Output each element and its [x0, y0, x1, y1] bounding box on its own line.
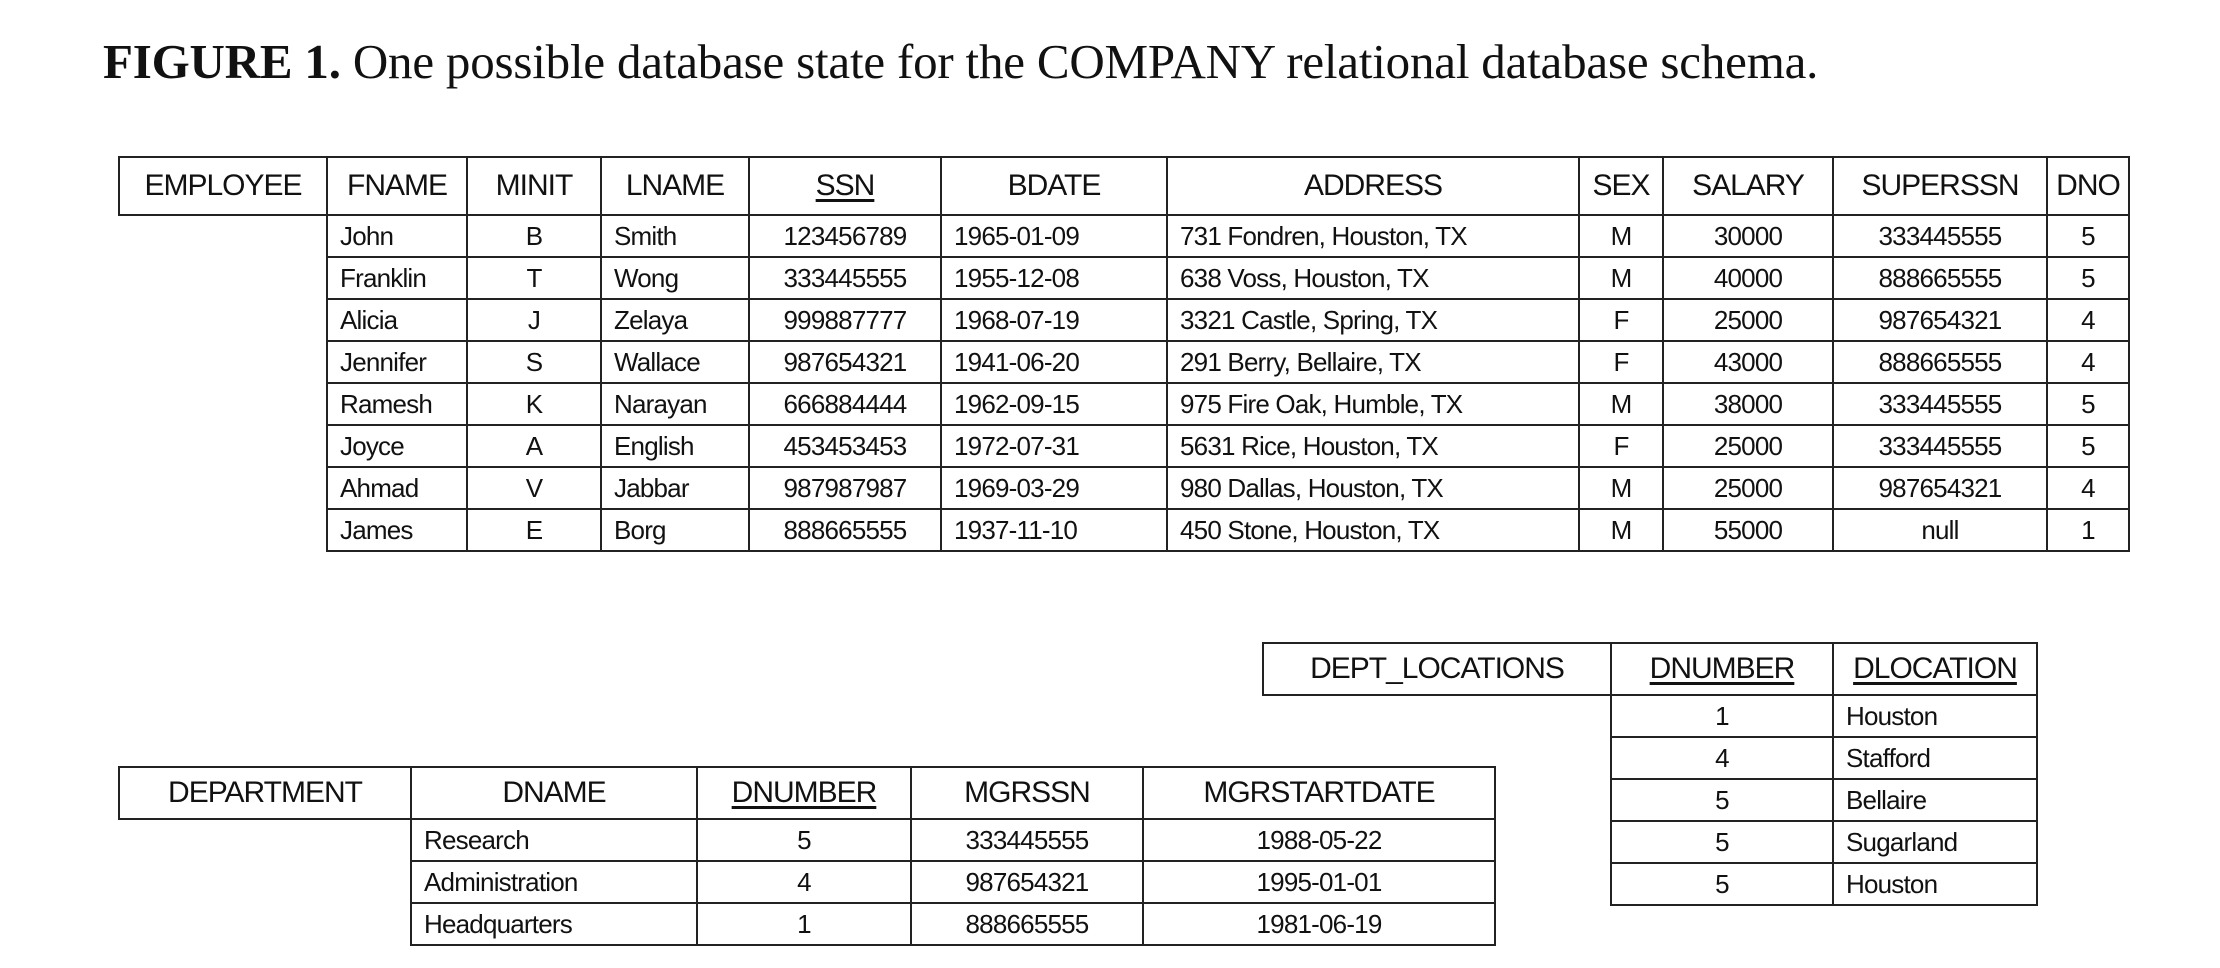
employee-cell-sex: M [1579, 383, 1663, 425]
employee-cell-lname: Smith [601, 215, 749, 257]
employee-cell-salary: 30000 [1663, 215, 1833, 257]
employee-cell-dno: 1 [2047, 509, 2129, 551]
department-cell-mgrssn: 888665555 [911, 903, 1143, 945]
employee-cell-superssn: 987654321 [1833, 467, 2047, 509]
employee-row-spacer [119, 383, 327, 425]
employee-col-fname: FNAME [327, 157, 467, 215]
department-row [119, 819, 1495, 861]
employee-cell-dno: 4 [2047, 299, 2129, 341]
employee-cell-fname: Franklin [327, 257, 467, 299]
employee-col-address: ADDRESS [1167, 157, 1579, 215]
employee-cell-ssn: 987987987 [749, 467, 941, 509]
employee-row-spacer [119, 509, 327, 551]
dept-locations-col-dlocation: DLOCATION [1833, 643, 2037, 695]
employee-cell-sex: M [1579, 215, 1663, 257]
employee-cell-minit: J [467, 299, 601, 341]
dept-locations-relation-name: DEPT_LOCATIONS [1263, 643, 1611, 695]
employee-cell-sex: M [1579, 257, 1663, 299]
employee-cell-salary: 40000 [1663, 257, 1833, 299]
dept-locations-cell-dnumber: 1 [1611, 695, 1833, 737]
department-cell-mgrssn: 333445555 [911, 819, 1143, 861]
department-cell-mgrssn: 987654321 [911, 861, 1143, 903]
employee-cell-ssn: 666884444 [749, 383, 941, 425]
employee-cell-dno: 5 [2047, 383, 2129, 425]
employee-cell-address: 291 Berry, Bellaire, TX [1167, 341, 1579, 383]
department-row [119, 903, 1495, 945]
employee-col-superssn: SUPERSSN [1833, 157, 2047, 215]
employee-row [119, 425, 2129, 467]
employee-cell-bdate: 1937-11-10 [941, 509, 1167, 551]
employee-cell-dno: 5 [2047, 425, 2129, 467]
employee-cell-ssn: 123456789 [749, 215, 941, 257]
employee-cell-salary: 43000 [1663, 341, 1833, 383]
dept-locations-cell-dlocation: Houston [1833, 863, 2037, 905]
employee-row [119, 341, 2129, 383]
employee-cell-sex: F [1579, 425, 1663, 467]
employee-header-row [119, 157, 2129, 215]
employee-row-spacer [119, 299, 327, 341]
employee-cell-sex: M [1579, 467, 1663, 509]
employee-col-minit: MINIT [467, 157, 601, 215]
employee-col-sex: SEX [1579, 157, 1663, 215]
employee-cell-superssn: 987654321 [1833, 299, 2047, 341]
employee-cell-salary: 38000 [1663, 383, 1833, 425]
dept-locations-cell-dnumber: 5 [1611, 779, 1833, 821]
employee-cell-superssn: 333445555 [1833, 425, 2047, 467]
dept-locations-row-spacer [1263, 695, 1611, 737]
employee-cell-minit: V [467, 467, 601, 509]
employee-cell-fname: Alicia [327, 299, 467, 341]
employee-cell-ssn: 987654321 [749, 341, 941, 383]
employee-cell-minit: A [467, 425, 601, 467]
employee-cell-minit: B [467, 215, 601, 257]
employee-col-dno: DNO [2047, 157, 2129, 215]
employee-col-ssn: SSN [749, 157, 941, 215]
employee-cell-lname: Wong [601, 257, 749, 299]
employee-col-salary: SALARY [1663, 157, 1833, 215]
employee-cell-bdate: 1941-06-20 [941, 341, 1167, 383]
employee-cell-minit: K [467, 383, 601, 425]
employee-cell-sex: F [1579, 341, 1663, 383]
employee-row-spacer [119, 215, 327, 257]
employee-cell-lname: Borg [601, 509, 749, 551]
employee-cell-bdate: 1965-01-09 [941, 215, 1167, 257]
department-cell-dname: Research [411, 819, 697, 861]
employee-cell-address: 980 Dallas, Houston, TX [1167, 467, 1579, 509]
employee-cell-dno: 5 [2047, 215, 2129, 257]
employee-cell-lname: Wallace [601, 341, 749, 383]
employee-cell-lname: Narayan [601, 383, 749, 425]
employee-cell-superssn: 888665555 [1833, 257, 2047, 299]
dept-locations-cell-dlocation: Stafford [1833, 737, 2037, 779]
dept-locations-cell-dnumber: 4 [1611, 737, 1833, 779]
employee-cell-salary: 25000 [1663, 467, 1833, 509]
dept-locations-cell-dlocation: Sugarland [1833, 821, 2037, 863]
employee-col-bdate: BDATE [941, 157, 1167, 215]
department-col-dnumber: DNUMBER [697, 767, 911, 819]
dept-locations-cell-dnumber: 5 [1611, 821, 1833, 863]
employee-cell-minit: S [467, 341, 601, 383]
department-cell-mgrstartdate: 1988-05-22 [1143, 819, 1495, 861]
employee-cell-lname: Jabbar [601, 467, 749, 509]
employee-cell-ssn: 453453453 [749, 425, 941, 467]
employee-cell-fname: John [327, 215, 467, 257]
employee-cell-ssn: 888665555 [749, 509, 941, 551]
employee-cell-address: 3321 Castle, Spring, TX [1167, 299, 1579, 341]
dept-locations-cell-dlocation: Houston [1833, 695, 2037, 737]
department-row [119, 861, 1495, 903]
employee-cell-address: 975 Fire Oak, Humble, TX [1167, 383, 1579, 425]
employee-cell-lname: Zelaya [601, 299, 749, 341]
department-cell-dnumber: 1 [697, 903, 911, 945]
employee-cell-dno: 4 [2047, 467, 2129, 509]
department-cell-mgrstartdate: 1995-01-01 [1143, 861, 1495, 903]
department-col-mgrssn: MGRSSN [911, 767, 1143, 819]
department-col-mgrstartdate: MGRSTARTDATE [1143, 767, 1495, 819]
dept-locations-col-dnumber: DNUMBER [1611, 643, 1833, 695]
employee-row-spacer [119, 467, 327, 509]
department-table [118, 766, 1496, 946]
employee-cell-dno: 4 [2047, 341, 2129, 383]
employee-cell-fname: Joyce [327, 425, 467, 467]
employee-cell-bdate: 1955-12-08 [941, 257, 1167, 299]
dept-locations-header-row [1263, 643, 2037, 695]
department-row-spacer [119, 861, 411, 903]
dept-locations-row [1263, 695, 2037, 737]
employee-cell-sex: F [1579, 299, 1663, 341]
employee-cell-dno: 5 [2047, 257, 2129, 299]
department-col-dname: DNAME [411, 767, 697, 819]
employee-cell-fname: Ramesh [327, 383, 467, 425]
employee-cell-salary: 25000 [1663, 299, 1833, 341]
employee-row [119, 383, 2129, 425]
employee-row [119, 467, 2129, 509]
employee-cell-fname: Ahmad [327, 467, 467, 509]
employee-cell-salary: 55000 [1663, 509, 1833, 551]
figure-label: FIGURE 1. [103, 34, 341, 89]
employee-cell-bdate: 1962-09-15 [941, 383, 1167, 425]
figure-caption [103, 32, 1818, 92]
employee-cell-bdate: 1968-07-19 [941, 299, 1167, 341]
employee-table [118, 156, 2130, 552]
employee-cell-address: 5631 Rice, Houston, TX [1167, 425, 1579, 467]
department-cell-dnumber: 4 [697, 861, 911, 903]
employee-cell-address: 450 Stone, Houston, TX [1167, 509, 1579, 551]
department-row-spacer [119, 903, 411, 945]
department-relation-name: DEPARTMENT [119, 767, 411, 819]
employee-cell-superssn: 333445555 [1833, 215, 2047, 257]
employee-cell-bdate: 1972-07-31 [941, 425, 1167, 467]
department-row-spacer [119, 819, 411, 861]
employee-cell-minit: T [467, 257, 601, 299]
employee-row [119, 215, 2129, 257]
employee-row-spacer [119, 257, 327, 299]
employee-relation-name: EMPLOYEE [119, 157, 327, 215]
department-cell-dnumber: 5 [697, 819, 911, 861]
employee-row [119, 257, 2129, 299]
employee-cell-salary: 25000 [1663, 425, 1833, 467]
employee-row [119, 299, 2129, 341]
dept-locations-cell-dnumber: 5 [1611, 863, 1833, 905]
employee-cell-address: 731 Fondren, Houston, TX [1167, 215, 1579, 257]
employee-row-spacer [119, 425, 327, 467]
department-cell-mgrstartdate: 1981-06-19 [1143, 903, 1495, 945]
employee-row-spacer [119, 341, 327, 383]
employee-cell-ssn: 333445555 [749, 257, 941, 299]
employee-row [119, 509, 2129, 551]
department-cell-dname: Administration [411, 861, 697, 903]
employee-cell-address: 638 Voss, Houston, TX [1167, 257, 1579, 299]
employee-cell-minit: E [467, 509, 601, 551]
dept-locations-cell-dlocation: Bellaire [1833, 779, 2037, 821]
department-header-row [119, 767, 1495, 819]
employee-cell-ssn: 999887777 [749, 299, 941, 341]
employee-cell-fname: James [327, 509, 467, 551]
employee-cell-superssn: null [1833, 509, 2047, 551]
employee-cell-fname: Jennifer [327, 341, 467, 383]
employee-cell-lname: English [601, 425, 749, 467]
department-cell-dname: Headquarters [411, 903, 697, 945]
employee-cell-superssn: 333445555 [1833, 383, 2047, 425]
employee-cell-bdate: 1969-03-29 [941, 467, 1167, 509]
employee-col-lname: LNAME [601, 157, 749, 215]
employee-cell-superssn: 888665555 [1833, 341, 2047, 383]
employee-cell-sex: M [1579, 509, 1663, 551]
figure-caption-text: One possible database state for the COMPANY relational database schema. [340, 34, 1819, 89]
